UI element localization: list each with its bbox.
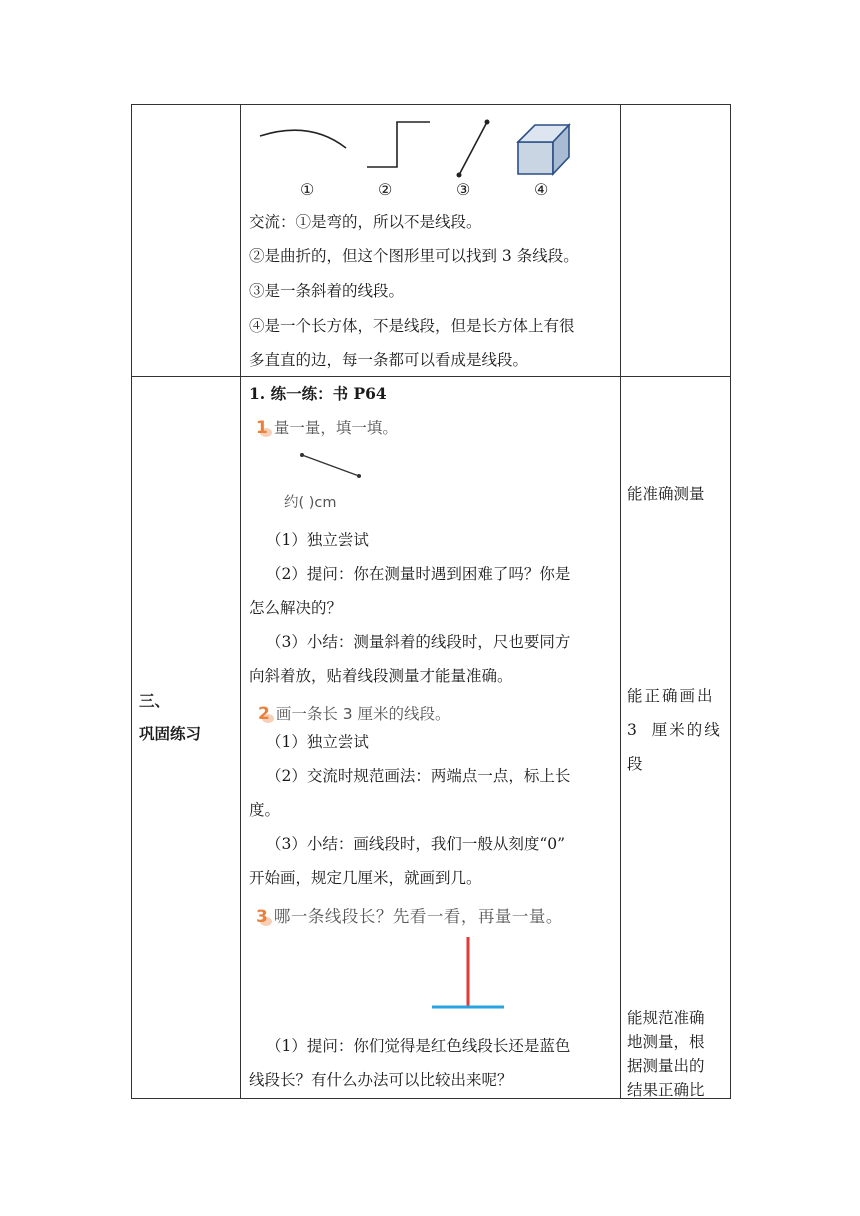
- stage-number: 三、: [139, 691, 171, 710]
- step-line: 向斜着放，贴着线段测量才能量准确。: [249, 667, 513, 685]
- slanted-segment-figure: [459, 122, 487, 175]
- row-divider: [132, 376, 730, 377]
- exercise-text: 画一条长 3 厘米的线段。: [275, 705, 451, 723]
- exercise-text: 量一量，填一填。: [273, 419, 398, 437]
- exercise-number: 2: [258, 704, 270, 724]
- step-line: （2）提问：你在测量时遇到困难了吗？你是: [266, 565, 571, 583]
- answer-blank: 约( )cm: [284, 495, 337, 511]
- goal-text: 能准确测量: [627, 485, 705, 503]
- step-line: 线段长？有什么办法可以比较出来呢？: [249, 1071, 513, 1089]
- step-line: （1）提问：你们觉得是红色线段长还是蓝色: [266, 1037, 571, 1055]
- exercise-1-heading: [256, 416, 398, 438]
- compare-segments: [428, 934, 508, 1014]
- goal-text: 能正确画出: [627, 687, 715, 705]
- step-line: （2）交流时规范画法：两端点一点，标上长: [266, 767, 571, 785]
- goal-text: 结果正确比: [627, 1081, 705, 1099]
- step-line: （1）独立尝试: [266, 733, 369, 751]
- exercise-number: 1: [256, 418, 268, 438]
- goal-text: 能规范准确: [627, 1009, 705, 1027]
- exchange-line: 多直直的边，每一条都可以看成是线段。: [249, 351, 529, 369]
- measure-segment: [296, 448, 368, 482]
- exercise-text: 哪一条线段长？先看一看，再量一量。: [273, 907, 563, 926]
- segment-endpoint: [457, 173, 462, 178]
- exchange-line: ③是一条斜着的线段。: [249, 282, 405, 300]
- shape-figures: [250, 112, 590, 187]
- exchange-line: ②是曲折的，但这个图形里可以找到 3 条线段。: [249, 247, 579, 265]
- step-line: （3）小结：测量斜着的线段时，尺也要同方: [266, 633, 571, 651]
- exchange-line: 交流：①是弯的，所以不是线段。: [249, 213, 482, 231]
- exchange-line: ④是一个长方体，不是线段，但是长方体上有很: [249, 317, 575, 335]
- stage-title: 巩固练习: [139, 724, 202, 743]
- practice-title: 1. 练一练：书 P64: [249, 384, 387, 403]
- cuboid-figure: [518, 125, 569, 174]
- segment-endpoint: [485, 120, 490, 125]
- column-divider-1: [240, 105, 241, 1098]
- step-line: （3）小结：画线段时，我们一般从刻度“0”: [266, 835, 566, 853]
- goal-text: 据测量出的: [627, 1057, 705, 1075]
- step-line: （1）独立尝试: [266, 531, 369, 549]
- figure-label-3: ③: [456, 180, 471, 199]
- figure-label-4: ④: [534, 180, 549, 199]
- exercise-number: 3: [256, 907, 268, 927]
- curved-line-figure: [260, 130, 346, 148]
- broken-line-figure: [367, 122, 430, 167]
- goal-text: 3 厘米的线: [627, 721, 722, 739]
- figure-label-2: ②: [378, 180, 393, 199]
- goal-text: 段: [627, 755, 643, 773]
- column-divider-2: [620, 105, 621, 1098]
- step-line: 度。: [249, 801, 281, 819]
- goal-text: 地测量，根: [627, 1033, 705, 1051]
- exercise-3-heading: [256, 903, 563, 927]
- exercise-2-heading: [258, 702, 451, 724]
- figure-label-1: ①: [300, 180, 315, 199]
- step-line: 怎么解决的？: [249, 599, 343, 617]
- step-line: 开始画，规定几厘米，就画到几。: [249, 869, 482, 887]
